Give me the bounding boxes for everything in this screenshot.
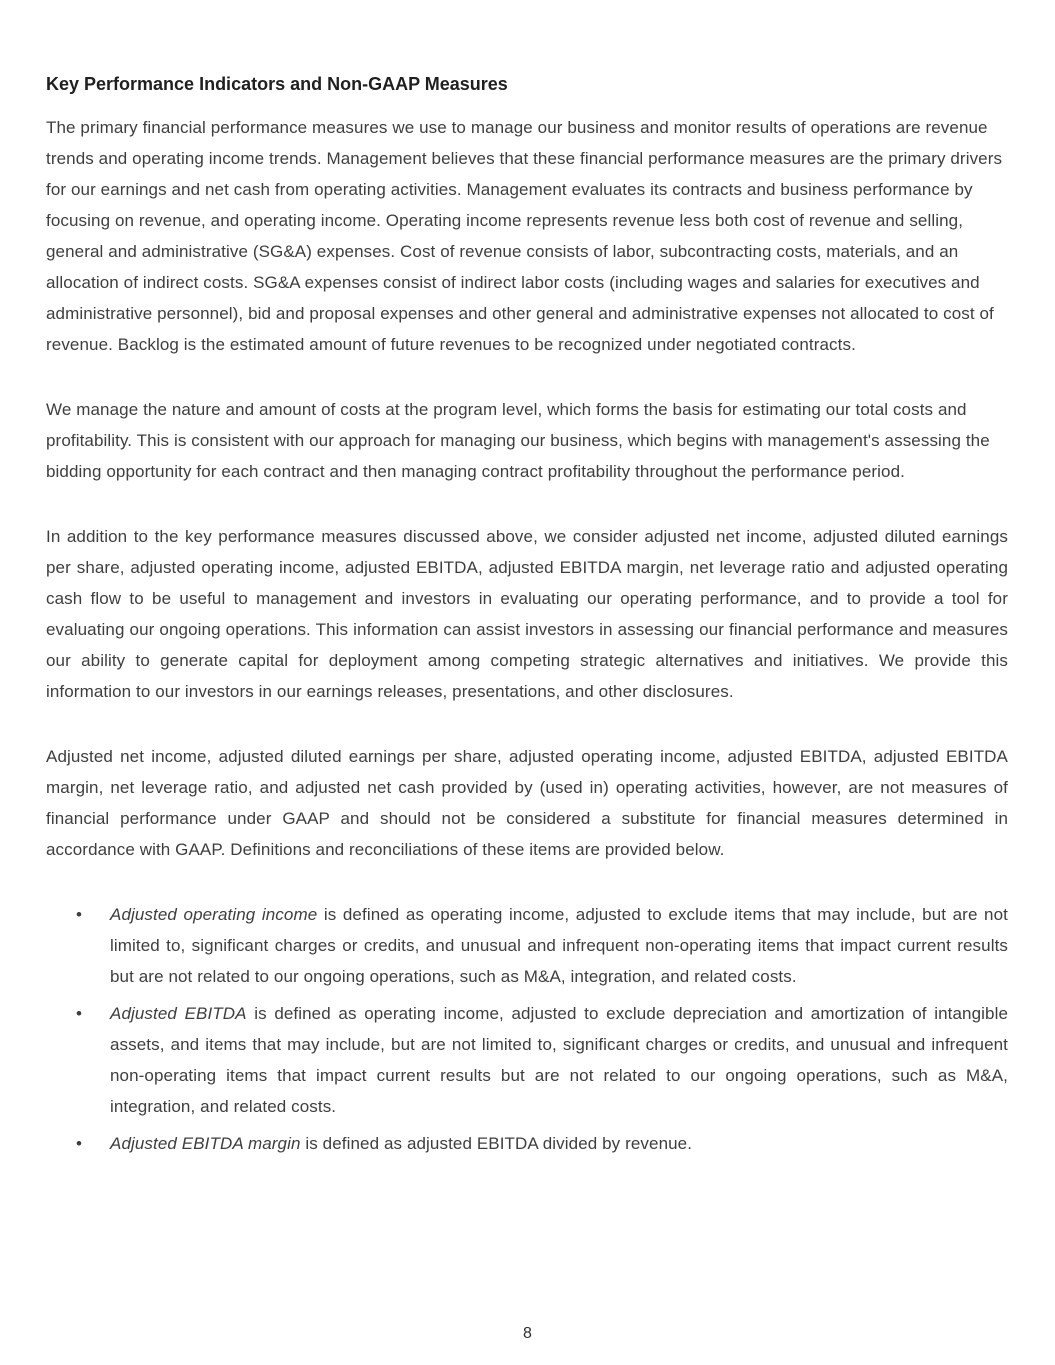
bullet-icon: • (76, 1004, 83, 1023)
list-item-text (110, 1128, 1008, 1159)
paragraph-gaap-disclaimer: Adjusted net income, adjusted diluted earnings per share, adjusted operating income, adjusted EBITDA, adjusted EBITDA margin, net leverage ratio, and adjusted net cash provided by (used in) operating activities, however, are not measures of financial performance under GAAP and should not be considered a substitute for financial measures determined in accordance with GAAP. Definitions and reconciliations of these items are provided below. (46, 747, 1008, 859)
section-heading: Key Performance Indicators and Non-GAAP Measures (46, 74, 508, 94)
paragraph-kpi-overview: The primary financial performance measures we use to manage our business and monitor results of operations are revenue trends and operating income trends. Management believes that these financial performance measures are the primary drivers for our earnings and net cash from operating activities. Management evaluates its contracts and business performance by focusing on revenue, and operating income. Operating income represents revenue less both cost of revenue and selling, general and administrative (SG&A) expenses. Cost of revenue consists of labor, subcontracting costs, materials, and an allocation of indirect costs. SG&A expenses consist of indirect labor costs (including wages and salaries for executives and administrative personnel), bid and proposal expenses and other general and administrative expenses not allocated to cost of revenue. Backlog is the estimated amount of future revenues to be recognized under negotiated contracts. (46, 118, 1003, 354)
bullet-icon: • (76, 1134, 83, 1153)
paragraph-cost-management: We manage the nature and amount of costs at the program level, which forms the basis for estimating our total costs and profitability. This is consistent with our approach for managing our business, which begins with management's assessing the bidding opportunity for each contract and then managing contract profitability throughout the performance period. (46, 400, 990, 481)
bullet-icon: • (76, 905, 83, 924)
definition-term: Adjusted EBITDA (110, 1004, 247, 1023)
list-item-text (110, 899, 1008, 992)
definition-term: Adjusted operating income (110, 905, 318, 924)
definition-body: is defined as adjusted EBITDA divided by revenue. (300, 1134, 693, 1153)
list-item-adjusted-operating-income (46, 899, 1008, 992)
list-item-adjusted-ebitda-margin (46, 1128, 1008, 1159)
definition-term: Adjusted EBITDA margin (110, 1134, 301, 1153)
list-item-adjusted-ebitda (46, 998, 1008, 1122)
paragraph-non-gaap-usefulness: In addition to the key performance measures discussed above, we consider adjusted net income, adjusted diluted earnings per share, adjusted operating income, adjusted EBITDA, adjusted EBITDA margin, net leverage ratio and adjusted operating cash flow to be useful to management and investors in evaluating our operating performance, and to provide a tool for evaluating our ongoing operations. This information can assist investors in assessing our financial performance and measures our ability to generate capital for deployment among competing strategic alternatives and initiatives. We provide this information to our investors in our earnings releases, presentations, and other disclosures. (46, 527, 1008, 701)
definition-body: is defined as operating income, adjusted to exclude depreciation and amortization of intangible assets, and items that may include, but are not limited to, significant charges or credits, and unusual and infrequent non-operating items that impact current results but are not related to our ongoing operations, such as M&A, integration, and related costs. (110, 1004, 1008, 1116)
page-number: 8 (523, 1325, 532, 1342)
list-item-text (110, 998, 1008, 1122)
definitions-list (46, 899, 1008, 1159)
definition-body: is defined as operating income, adjusted to exclude items that may include, but are not limited to, significant charges or credits, and unusual and infrequent non-operating items that impact current results but are not related to our ongoing operations, such as M&A, integration, and related costs. (110, 905, 1008, 986)
